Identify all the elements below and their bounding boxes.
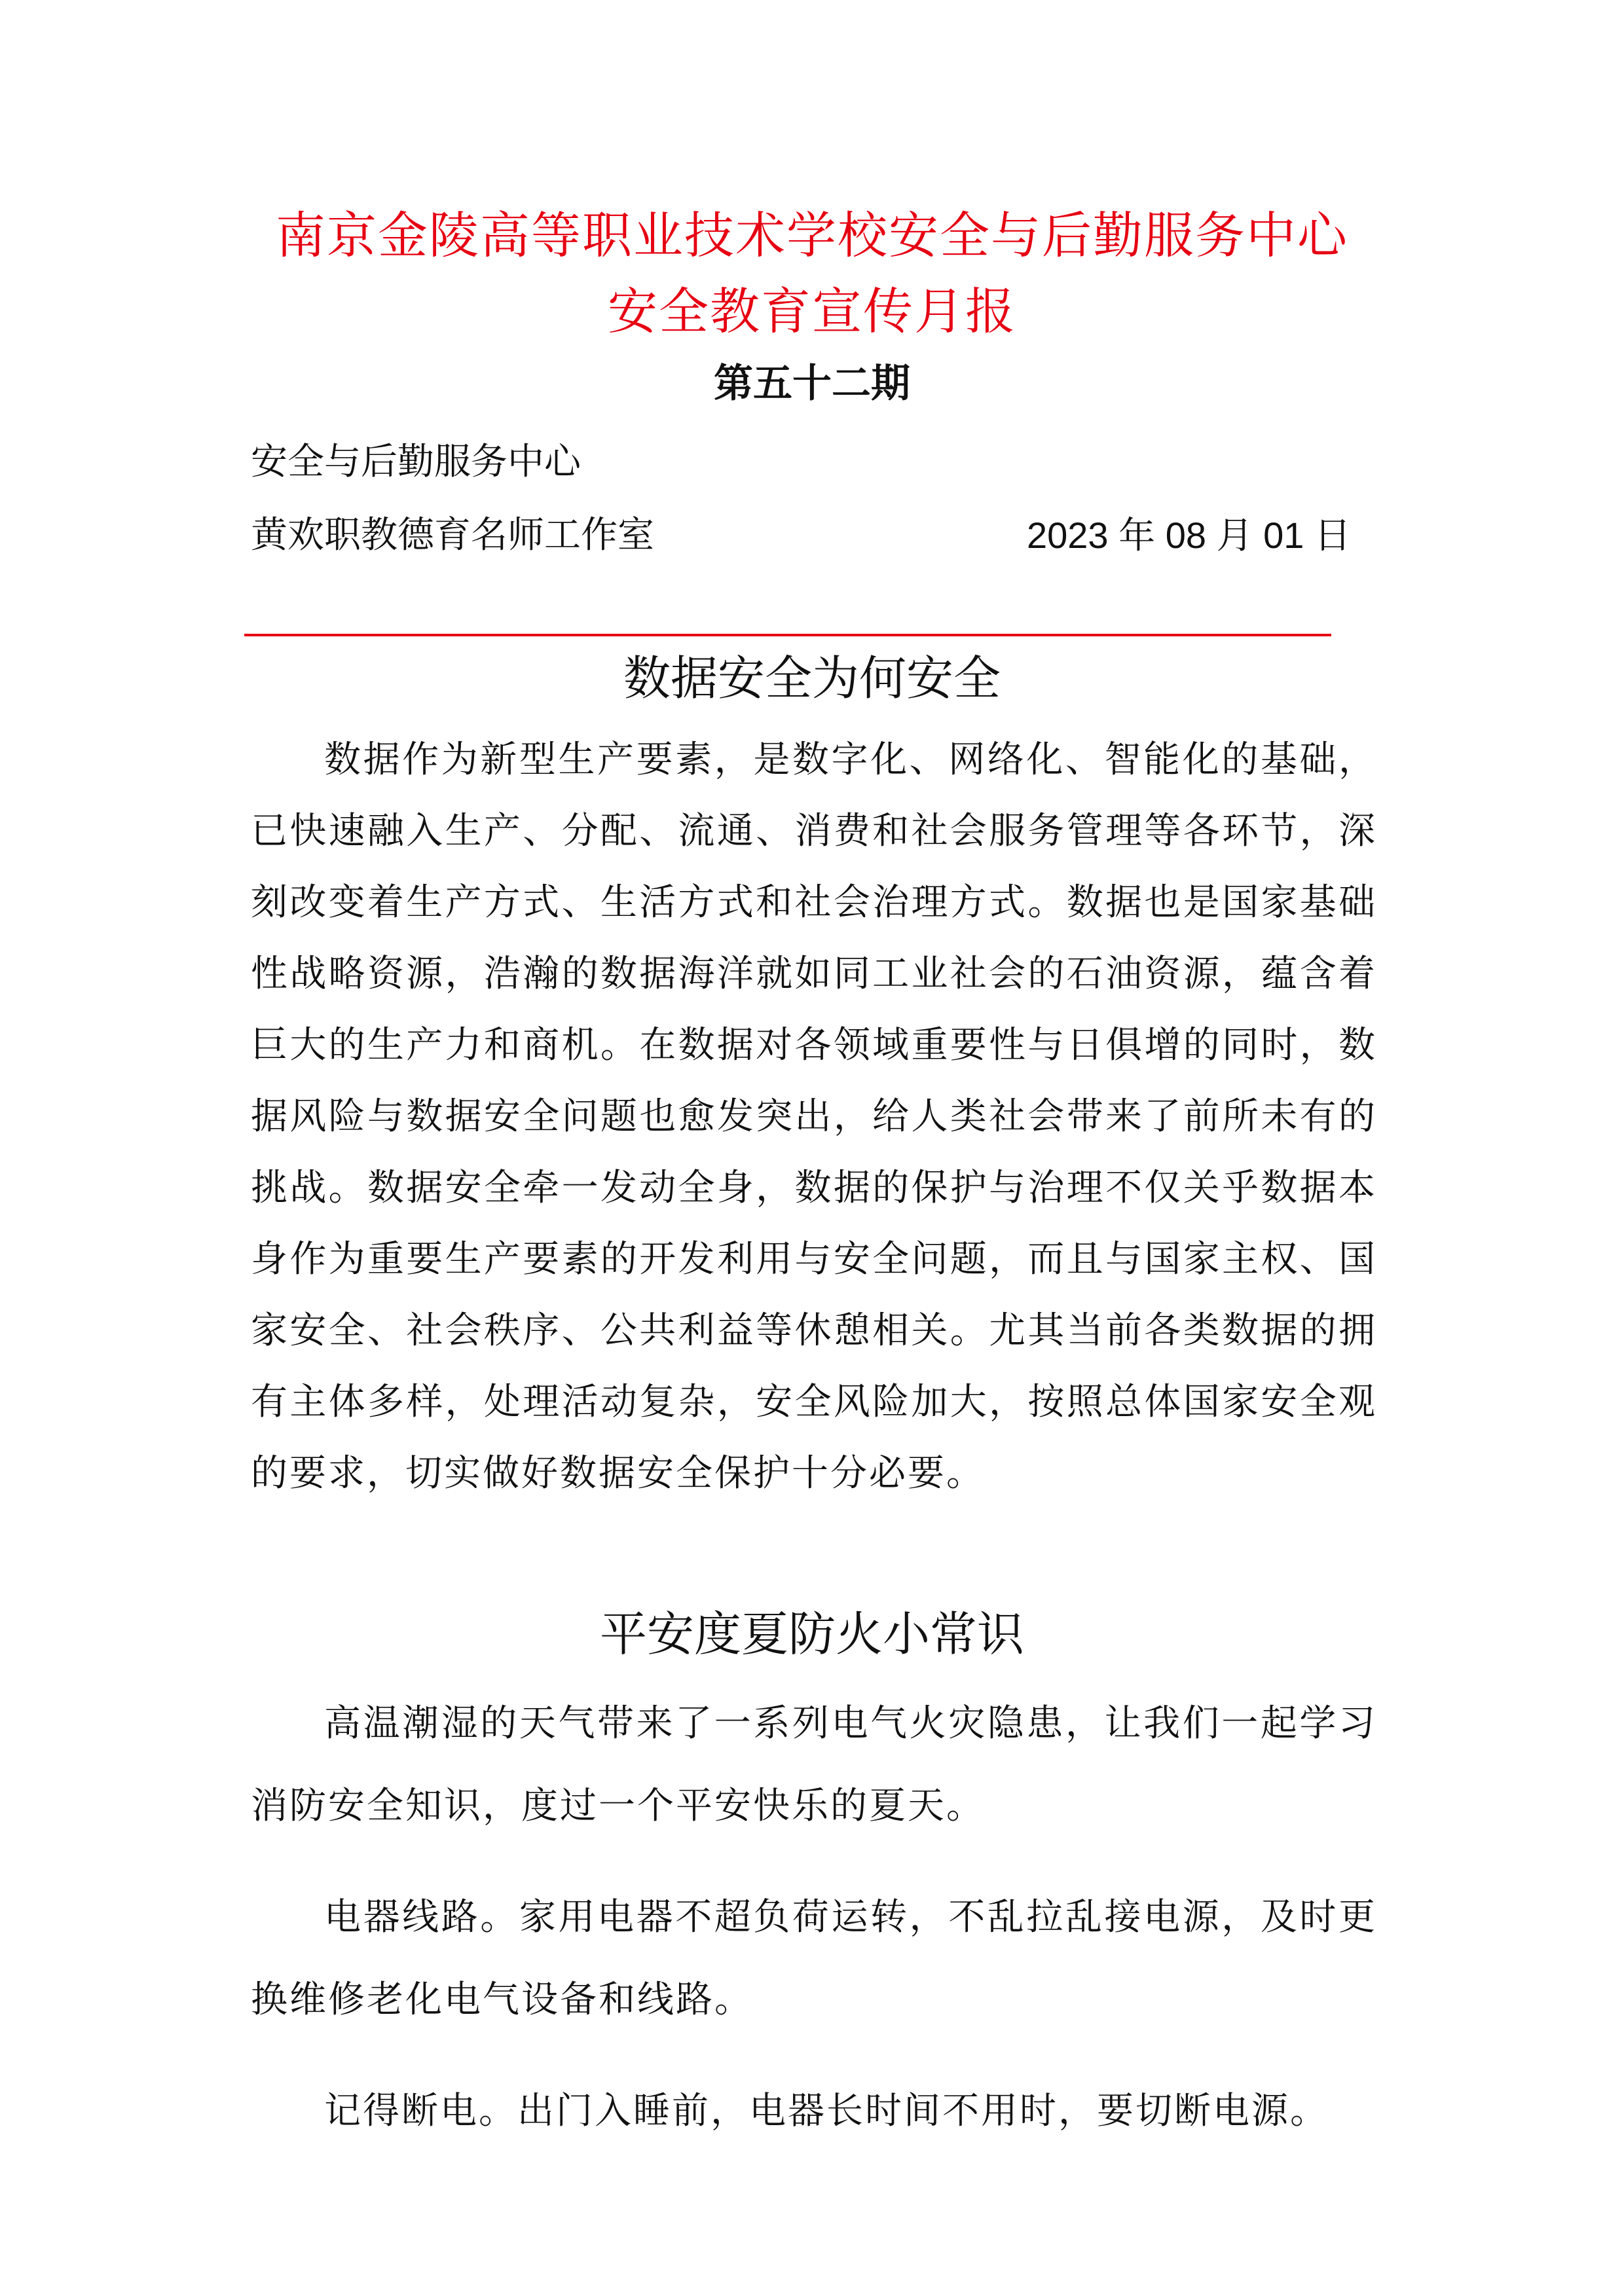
header-divider	[244, 634, 1331, 636]
document-title-line2: 安全教育宣传月报	[608, 282, 1016, 340]
document-title-line1: 南京金陵高等职业技术学校安全与后勤服务中心	[276, 206, 1348, 264]
article2-paragraph: 高温潮湿的天气带来了一系列电气火灾隐患，让我们一起学习消防安全知识，度过一个平安快乐的夏天。	[251, 1702, 1377, 1827]
article2-paragraph: 记得断电。出门入睡前，电器长时间不用时，要切断电源。	[324, 2090, 1329, 2132]
article1-body	[251, 724, 1377, 1509]
publisher-studio: 黄欢职教德育名师工作室	[251, 514, 654, 556]
issue-number: 第五十二期	[714, 361, 910, 407]
publisher-org: 安全与后勤服务中心	[251, 441, 581, 483]
article1-paragraph: 数据作为新型生产要素，是数字化、网络化、智能化的基础，已快速融入生产、分配、流通、消费和社会服务管理等各环节，深刻改变着生产方式、生活方式和社会治理方式。数据也是国家基础性战略资源，浩瀚的数据海洋就如同工业社会的石油资源，蕴含着巨大的生产力和商机。在数据对各领域重要性与日俱增的同时，数据风险与数据安全问题也愈发突出，给人类社会带来了前所未有的挑战。数据安全牵一发动全身，数据的保护与治理不仅关乎数据本身作为重要生产要素的开发利用与安全问题，而且与国家主权、国家安全、社会秩序、公共利益等休憩相关。尤其当前各类数据的拥有主体多样，处理活动复杂，安全风险加大，按照总体国家安全观的要求，切实做好数据安全保护十分必要。	[251, 738, 1377, 1495]
article1-heading: 数据安全为何安全	[623, 651, 1001, 706]
publish-date: 2023 年 08 月 01 日	[1027, 515, 1351, 556]
article2-heading: 平安度夏防火小常识	[599, 1607, 1024, 1662]
article2-paragraph: 电器线路。家用电器不超负荷运转，不乱拉乱接电源，及时更换维修老化电气设备和线路。	[251, 1896, 1377, 2021]
article2-body	[251, 1683, 1377, 2181]
